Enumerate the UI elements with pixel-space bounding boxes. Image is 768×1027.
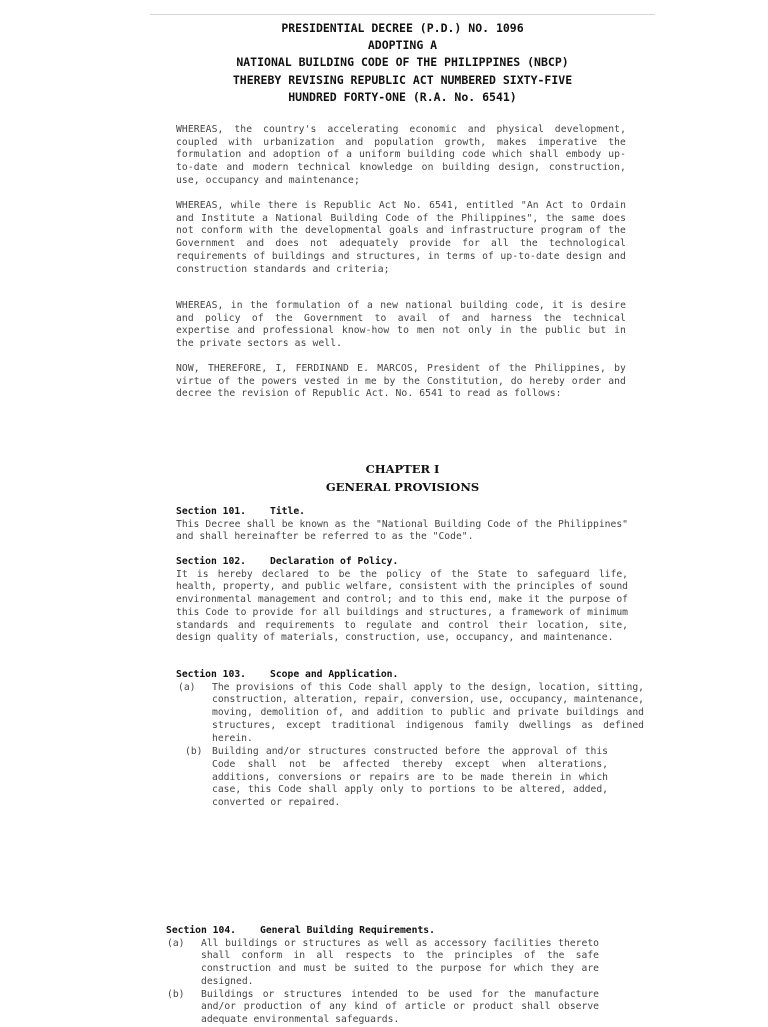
decree-title-line-5: HUNDRED FORTY-ONE (R.A. No. 6541): [288, 89, 517, 104]
list-item-text: Building and/or structures constructed before the approval of this Code shall not be affected thereby except when alterations, additions, conversions or repairs are to be made therein in which case, this Code shall apply only to portions to be altered, added, converted or repaired.: [212, 746, 608, 809]
list-item: [166, 989, 599, 1027]
preamble-whereas-1: WHEREAS, the country's accelerating economic and physical development, coupled with urbanization and population growth, makes imperative the formulation and adoption of a uniform building code which shall embody up-to-date and modern technical knowledge on building design, construction, use, occupancy and maintenance;: [176, 124, 626, 186]
page-top-border: [150, 14, 655, 15]
preamble-now-therefore: NOW, THEREFORE, I, FERDINAND E. MARCOS, President of the Philippines, by virtue of the powers vested in me by the Constitution, do hereby order and decree the revision of Republic Act. No. 6541 to read as follows:: [176, 363, 626, 400]
section-body: This Decree shall be known as the "National Building Code of the Philippines" and shall hereinafter be referred to as the "Code".: [176, 518, 628, 543]
section-103: [176, 669, 644, 810]
decree-title-line-3: NATIONAL BUILDING CODE OF THE PHILIPPINES (NBCP): [236, 55, 569, 70]
list-item-marker: (a): [178, 681, 196, 693]
section-number: Section 101.: [176, 506, 246, 517]
section-number: Section 102.: [176, 556, 246, 567]
section-101: [176, 506, 628, 544]
section-104: [166, 925, 618, 1027]
preamble-whereas-3: WHEREAS, in the formulation of a new national building code, it is desire and policy of the Government to avail of and harness the technical expertise and professional know-how to men not only in the public but in the private sectors as well.: [176, 300, 626, 350]
preamble-whereas-2: WHEREAS, while there is Republic Act No. 6541, entitled "An Act to Ordain and Institute a National Building Code of the Philippines", the same does not conform with the developmental goals and infrastructure program of the Government and does not adequately provide for all the technological requirements of buildings and structures, in terms of up-to-date design and construction standards and criteria;: [176, 200, 626, 275]
list-item: [176, 682, 644, 746]
chapter-title: GENERAL PROVISIONS: [325, 479, 480, 494]
section-body: It is hereby declared to be the policy of the State to safeguard life, health, property, and public welfare, consistent with the principles of sound environmental management and control; and to this end, make it the purpose of this Code to provide for all buildings and structures, a framework of minimum standards and requirements to regulate and control their location, site, design quality of materials, construction, use, occupancy, and maintenance.: [176, 568, 628, 644]
list-item-marker: (b): [185, 746, 203, 758]
decree-title-line-2: ADOPTING A: [367, 38, 438, 53]
list-item-text: All buildings or structures as well as accessory facilities thereto shall conform in all respects to the principles of the safe construction and must be suited to the purpose for which they are designed.: [201, 937, 599, 987]
section-heading: [176, 556, 628, 569]
chapter-heading: [150, 461, 655, 496]
chapter-number: CHAPTER I: [365, 462, 440, 476]
decree-title-block: [150, 20, 655, 106]
list-item-text: The provisions of this Code shall apply to the design, location, sitting, construction, alteration, repair, conversion, use, occupancy, maintenance, moving, demolition of, and addition to public and private buildings and structures, except traditional indigenous family dwellings as defined herein.: [212, 681, 644, 744]
section-heading: [166, 925, 618, 938]
section-102: [176, 556, 628, 645]
list-item-marker: (a): [167, 937, 185, 949]
section-title: Scope and Application.: [270, 669, 399, 680]
section-heading: [176, 506, 628, 519]
section-title: Title.: [270, 506, 305, 517]
list-item: [176, 746, 608, 810]
section-title: Declaration of Policy.: [270, 556, 399, 567]
section-heading: [176, 669, 628, 682]
list-item: [166, 938, 599, 989]
section-number: Section 104.: [166, 925, 236, 936]
list-item-text: Buildings or structures intended to be used for the manufacture and/or production of any kind of article or product shall observe adequate environmental safeguards.: [201, 988, 599, 1025]
section-title: General Building Requirements.: [260, 925, 435, 936]
decree-title-line-1: PRESIDENTIAL DECREE (P.D.) NO. 1096: [281, 21, 524, 35]
list-item-marker: (b): [167, 988, 185, 1000]
decree-title-line-4: THEREBY REVISING REPUBLIC ACT NUMBERED SIXTY-FIVE: [232, 72, 573, 87]
section-number: Section 103.: [176, 669, 246, 680]
